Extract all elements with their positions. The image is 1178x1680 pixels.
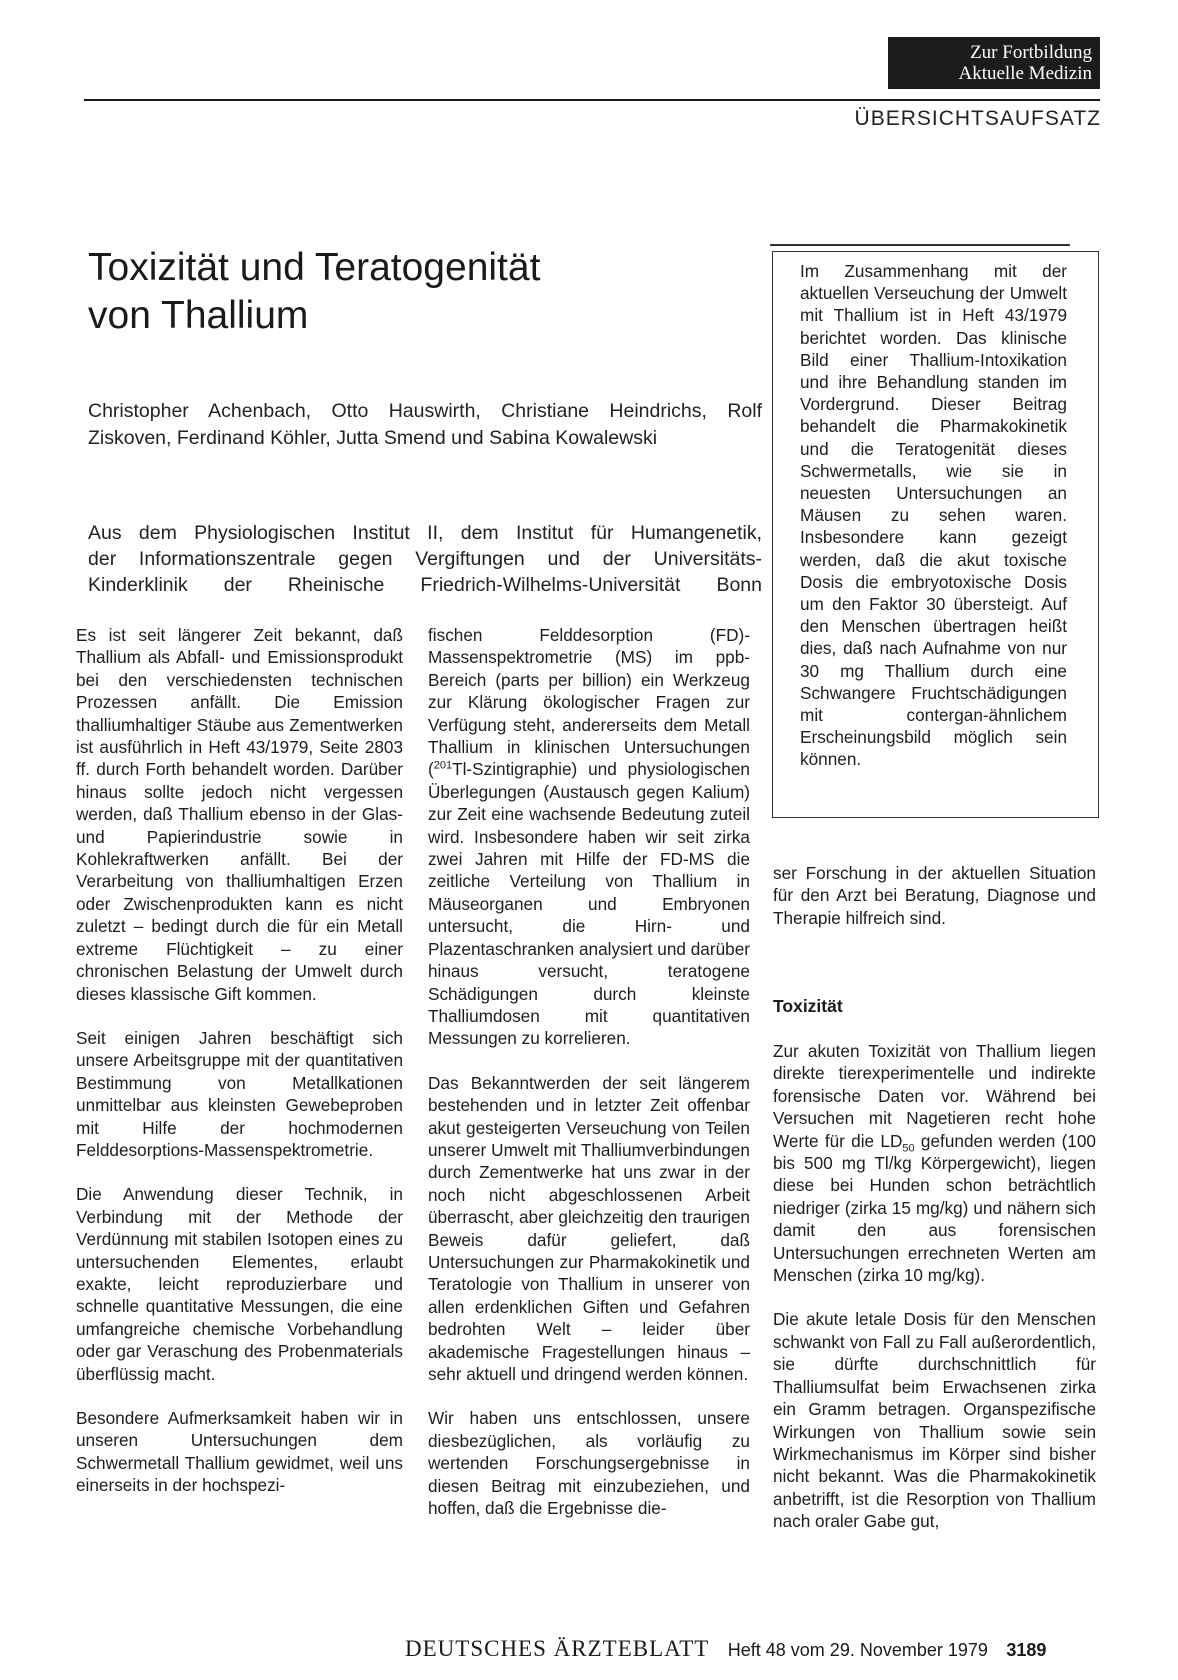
- badge-line-2: Aktuelle Medizin: [958, 63, 1092, 84]
- paragraph: Das Bekanntwerden der seit längerem bestehenden und in letzter Zeit offenbar akut gesteigerten Verseuchung von Teilen unserer Umwelt mit Thalliumverbindungen durch Zementwerke hat uns zwar in der noch nicht abgeschlossenen Arbeit überrascht, aber gleichzeitig den traurigen Beweis dafür geliefert, daß Untersuchungen zur Pharmakokinetik und Teratologie von Thallium in unserer von allen erdenklichen Giften und Gefahren bedrohten Welt – leider über akademische Fragestellungen hinaus – sehr aktuell und dringend werden können.: [428, 1072, 750, 1384]
- text-run: fischen Felddesorption (FD)-Massenspektrometrie (MS) im ppb-Bereich (parts per billion) ein Werkzeug zur Klärung ökologischer Fragen zur Verfügung steht, andererseits dem Metall Thallium in klinischen Untersuchungen (: [428, 625, 750, 780]
- title-line-1: Toxizität und Teratogenität: [88, 246, 541, 289]
- body-column-3: [773, 1040, 1096, 1555]
- affiliation-line-3: Kinderklinik der Rheinische Friedrich-Wilhelms-Universität Bonn: [88, 574, 762, 596]
- paragraph: Besondere Aufmerksamkeit haben wir in unseren Untersuchungen dem Schwermetall Thallium gewidmet, weil uns einerseits in der hochspezi-: [76, 1408, 403, 1496]
- ld50-subscript: 50: [902, 1142, 915, 1155]
- text-run: Zur akuten Toxizität von Thallium liegen direkte tierexperimentelle und indirekte forensische Daten vor. Während bei Versuchen mit Nagetieren recht hohe Werte für die LD: [773, 1041, 1096, 1151]
- paragraph: Es ist seit längerer Zeit bekannt, daß Thallium als Abfall- und Emissionsprodukt bei den verschiedensten technischen Prozessen anfällt. Die Emission thalliumhaltiger Stäube aus Zementwerken ist ausführlich in Heft 43/1979, Seite 2803 ff. durch Forth behandelt worden. Darüber hinaus sollte jedoch nicht vergessen werden, daß Thallium ebenso in der Glas- und Papierindustrie sowie in Kohlekraftwerken anfällt. Bei der Verarbeitung von thalliumhaltigen Erzen oder Zwischenprodukten kann es nicht zuletzt – bedingt durch die für ein Metall extreme Flüchtigkeit – zu einer chronischen Belastung der Umwelt durch dieses klassische Gift kommen.: [76, 625, 403, 1004]
- affiliation-line-2: der Informationszentrale gegen Vergiftungen und der Universitäts-: [88, 548, 762, 570]
- badge-line-1: Zur Fortbildung: [970, 42, 1092, 63]
- paragraph: [428, 624, 750, 1050]
- paragraph: Wir haben uns entschlossen, unsere diesbezüglichen, als vorläufig zu wertenden Forschungsergebnisse in diesen Beitrag mit einzubeziehen, und hoffen, daß die Ergebnisse die-: [428, 1408, 750, 1519]
- summary-text: Im Zusammenhang mit der aktuellen Verseuchung der Umwelt mit Thallium ist in Heft 43/1979 berichtet worden. Das klinische Bild einer Thallium-Intoxikation und ihre Behandlung standen im Vordergrund. Dieser Beitrag behandelt die Pharmakokinetik und die Teratogenität dieses Schwermetalls, wie sie in neuesten Untersuchungen an Mäusen zu sehen waren. Insbesondere kann gezeigt werden, daß die akut toxische Dosis die embryotoxische Dosis um den Faktor 30 übersteigt. Auf den Menschen übertragen heißt dies, daß nach Aufnahme von nur 30 mg Thallium durch eine Schwangere Fruchtschädigungen mit contergan-ähnlichem Erscheinungsbild möglich sein können.: [800, 261, 1067, 770]
- paragraph: Die Anwendung dieser Technik, in Verbindung mit der Methode der Verdünnung mit stabilen Isotopen eines zu untersuchenden Elementes, erlaubt exakte, leicht reproduzierbare und schnelle quantitative Messungen, die eine umfangreiche chemische Vorbehandlung oder gar Veraschung des Probenmaterials überflüssig macht.: [76, 1184, 403, 1384]
- paragraph: Die akute letale Dosis für den Menschen schwankt von Fall zu Fall außerordentlich, sie dürfte durchschnittlich für Thalliumsulfat beim Erwachsenen zirka ein Gramm betragen. Organspezifische Wirkungen von Thallium sowie sein Wirkmechanismus im Körper sind bisher nicht bekannt. Was die Pharmakokinetik anbetrifft, ist die Resorption von Thallium nach oraler Gabe gut,: [773, 1309, 1096, 1532]
- journal-name: DEUTSCHES ÄRZTEBLATT: [405, 1636, 710, 1661]
- author-list: [88, 398, 762, 452]
- affiliation: [88, 520, 762, 598]
- body-column-3-top: [773, 862, 1096, 951]
- page-number: 3189: [1006, 1640, 1047, 1660]
- title-line-2: von Thallium: [88, 294, 309, 337]
- text-run: gefunden werden (100 bis 500 mg Tl/kg Körpergewicht), liegen diese bei Hunden schon beträchtlich niedriger (zirka 15 mg/kg) und nähern sich damit den aus forensischen Untersuchungen errechneten Werten am Menschen (zirka 10 mg/kg).: [773, 1130, 1096, 1286]
- body-column-2: [428, 624, 750, 1541]
- paragraph: ser Forschung in der aktuellen Situation für den Arzt bei Beratung, Diagnose und Therapie hilfreich sind.: [773, 863, 1096, 928]
- text-run: Tl-Szintigraphie) und physiologischen Überlegungen (Austausch gegen Kalium) zur Zeit eine wachsende Bedeutung zuteil wird. Insbesondere haben wir seit zirka zwei Jahren mit Hilfe der FD-MS die zeitliche Verteilung von Thallium in Mäuseorganen und Embryonen untersucht, die Hirn- und Plazentaschranken analysiert und darüber hinaus versucht, teratogene Schädigungen durch kleinste Thalliumdosen mit quantitativen Messungen zu korrelieren.: [428, 759, 750, 1049]
- section-label: ÜBERSICHTSAUFSATZ: [854, 107, 1101, 130]
- affiliation-line-1: Aus dem Physiologischen Institut II, dem Institut für Humangenetik,: [88, 522, 762, 544]
- paragraph: Seit einigen Jahren beschäftigt sich unsere Arbeitsgruppe mit der quantitativen Bestimmung von Metallkationen unmittelbar aus kleinsten Gewebeproben mit Hilfe der hochmodernen Felddesorptions-Massenspektrometrie.: [76, 1027, 403, 1160]
- body-column-1: [76, 624, 403, 1519]
- authors-line-1: Christopher Achenbach, Otto Hauswirth, Christiane Heindrichs, Rolf: [88, 400, 762, 422]
- article-title: [88, 244, 708, 340]
- authors-line-2: Ziskoven, Ferdinand Köhler, Jutta Smend und Sabina Kowalewski: [88, 427, 658, 449]
- section-heading: Toxizität: [773, 996, 843, 1016]
- isotope-superscript: 201: [433, 759, 453, 772]
- page-footer: [405, 1636, 1105, 1662]
- section-badge: [888, 37, 1100, 89]
- issue-info: Heft 48 vom 29. November 1979: [727, 1640, 988, 1660]
- header-rule: [84, 99, 1100, 101]
- paragraph: [773, 1040, 1096, 1286]
